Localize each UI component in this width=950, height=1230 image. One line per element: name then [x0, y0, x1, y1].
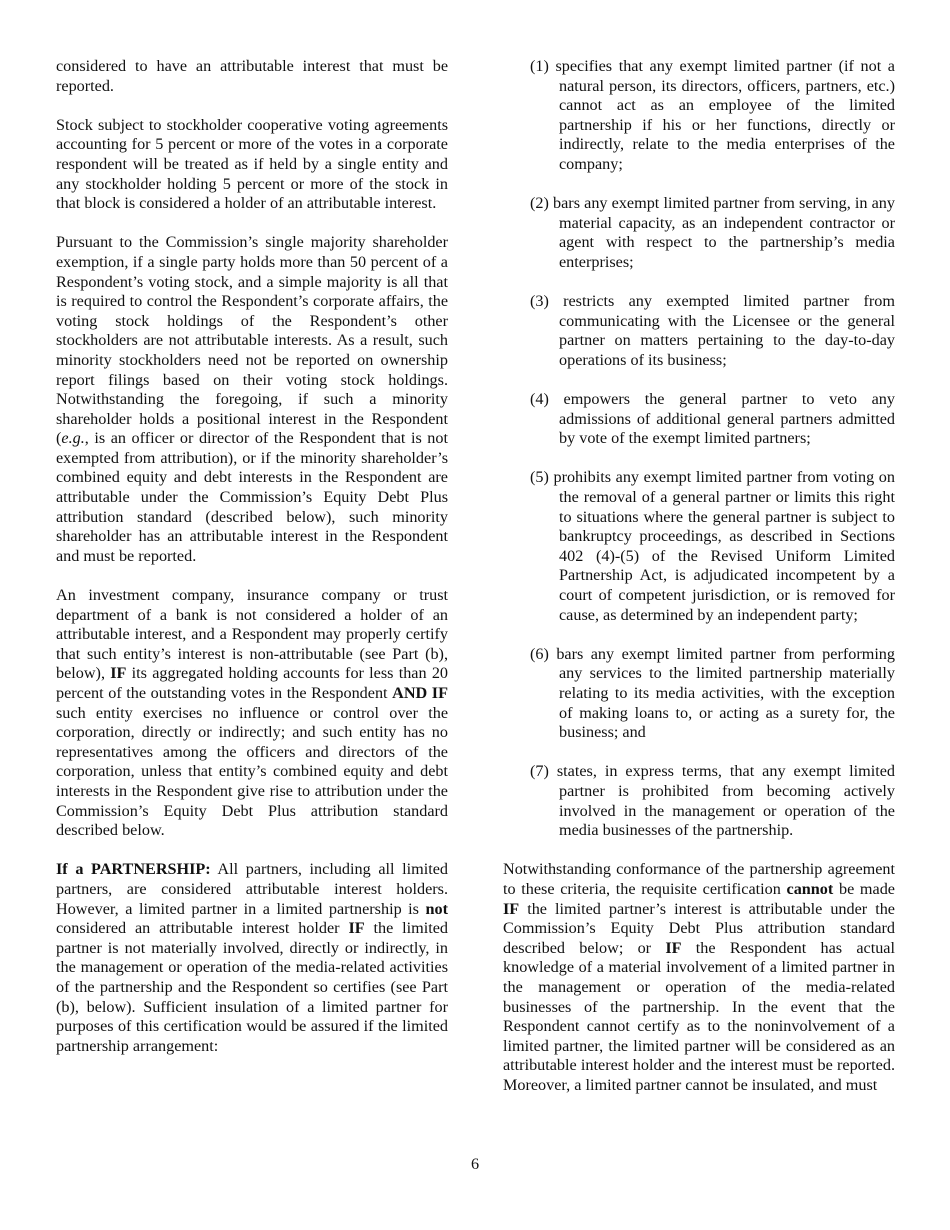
- italic-eg: e.g.: [61, 429, 85, 448]
- paragraph-attributable-continuation: considered to have an attributable interest that must be reported.: [56, 57, 448, 95]
- list-item: (6) bars any exempt limited partner from performing any services to the limited partnership materially relating to its media activities, with the exception of making loans to, or acting as a surety for, the business; and: [530, 644, 895, 742]
- paragraph-notwithstanding: [503, 860, 895, 1095]
- bold-if: IF: [110, 664, 127, 683]
- text-span: All partners, including all limited partners, are considered attributable interest holders. However, a limited partner in a limited partnership is: [56, 860, 448, 918]
- paragraph-voting-agreements: Stock subject to stockholder cooperative voting agreements accounting for 5 percent or more of the votes in a corporate respondent will be treated as if held by a single entity and any stockholder holding 5 percent or more of the stock in that block is considered a holder of an attributable interest.: [56, 115, 448, 213]
- list-item: (5) prohibits any exempt limited partner from voting on the removal of a general partner or limits this right to situations where the general partner is subject to bankruptcy proceedings, as described in Sections 402 (4)-(5) of the Revised Uniform Limited Partnership Act, is adjudicated incompetent by a court of competent jurisdiction, or is removed for cause, as determined by an independent party;: [530, 468, 895, 624]
- bold-if: IF: [665, 938, 682, 957]
- bold-and-if: AND IF: [392, 684, 448, 702]
- text-span: the limited partner is not materially involved, directly or indirectly, in the management or operation of the media-related activities of the partnership and the Respondent so certifies (see Part (b), below). Sufficient insulation of a limited partner for purposes of this certification would be assured if the limited partnership arrangement:: [56, 919, 449, 1055]
- list-item: (2) bars any exempt limited partner from serving, in any material capacity, as an independent contractor or agent with respect to the partnership’s media enterprises;: [530, 194, 895, 271]
- insulation-criteria-list: [503, 57, 895, 841]
- list-item: (4) empowers the general partner to veto any admissions of additional general partners admitted by vote of the exempt limited partners;: [530, 390, 895, 448]
- bold-if: IF: [348, 919, 365, 938]
- text-span: An investment company, insurance company or trust department of a bank is not considered a holder of an attributable interest, and a Respondent may properly certify that such entity’s interest is non-attributable (see Part (b), below),: [56, 586, 448, 683]
- text-span: the Respondent has actual knowledge of a material involvement of a limited partner in the management or operation of the media-related businesses of the partnership. In the event that the Respondent cannot certify as to the noninvolvement of a limited partner, the limited partner will be considered as an attributable interest holder and the interest must be reported. Moreover, a limited partner cannot be insulated, and must: [503, 938, 895, 1094]
- bold-cannot: cannot: [786, 879, 834, 898]
- right-column: [503, 57, 895, 1095]
- left-column: [56, 57, 448, 1056]
- paragraph-investment-company: [56, 586, 448, 841]
- text-span: be made: [833, 879, 895, 898]
- text-span: Pursuant to the Commission’s single majority shareholder exemption, if a single party holds more than 50 percent of a Respondent’s voting stock, and a simple majority is all that is required to control the Respondent’s corporate affairs, the voting stock holdings of the Respondent’s other stockholders are not attributable interests. As a result, such minority stockholders need not be reported on ownership report filings based on their voting stock holdings. Notwithstanding the foregoing, if such a minority shareholder holds a positional interest in the Respondent (: [56, 233, 448, 448]
- bold-if: IF: [503, 899, 520, 918]
- text-span: such entity exercises no influence or control over the corporation, directly or indirectly; and such entity has no representatives among the officers and directors of the corporation, unless that entity’s combined equity and debt interests in the Respondent give rise to attribution under the Commission’s Equity Debt Plus attribution standard described below.: [56, 703, 448, 840]
- text-span: Notwithstanding conformance of the partnership agreement to these criteria, the requisite certification: [503, 860, 895, 898]
- text-span: , is an officer or director of the Respondent that is not exempted from attribution), or if the minority shareholder’s combined equity and debt interests in the Respondent are attributable under the Commission’s Equity Debt Plus attribution standard (described below), such minority shareholder has an attributable interest in the Respondent and must be reported.: [56, 429, 448, 565]
- paragraph-partnership: [56, 860, 448, 1056]
- partnership-heading: If a PARTNERSHIP:: [56, 860, 211, 879]
- list-item: (1) specifies that any exempt limited partner (if not a natural person, its directors, officers, partners, etc.) cannot act as an employee of the limited partnership if his or her functions, directly or indirectly, relate to the media enterprises of the company;: [530, 57, 895, 173]
- text-span: the limited partner’s interest is attributable under the Commission’s Equity Debt Plus attribution standard described below; or: [503, 899, 895, 957]
- list-item: (3) restricts any exempted limited partner from communicating with the Licensee or the general partner on matters pertaining to the day-to-day operations of its business;: [530, 292, 895, 369]
- list-item: (7) states, in express terms, that any exempt limited partner is prohibited from becoming actively involved in the management or operation of the media businesses of the partnership.: [530, 762, 895, 840]
- text-span: its aggregated holding accounts for less than 20 percent of the outstanding votes in the Respondent: [56, 664, 449, 702]
- page-number: 6: [470, 1155, 480, 1173]
- text-span: considered an attributable interest holder: [56, 919, 349, 938]
- paragraph-single-majority-exemption: [56, 233, 448, 566]
- bold-not: not: [425, 899, 448, 918]
